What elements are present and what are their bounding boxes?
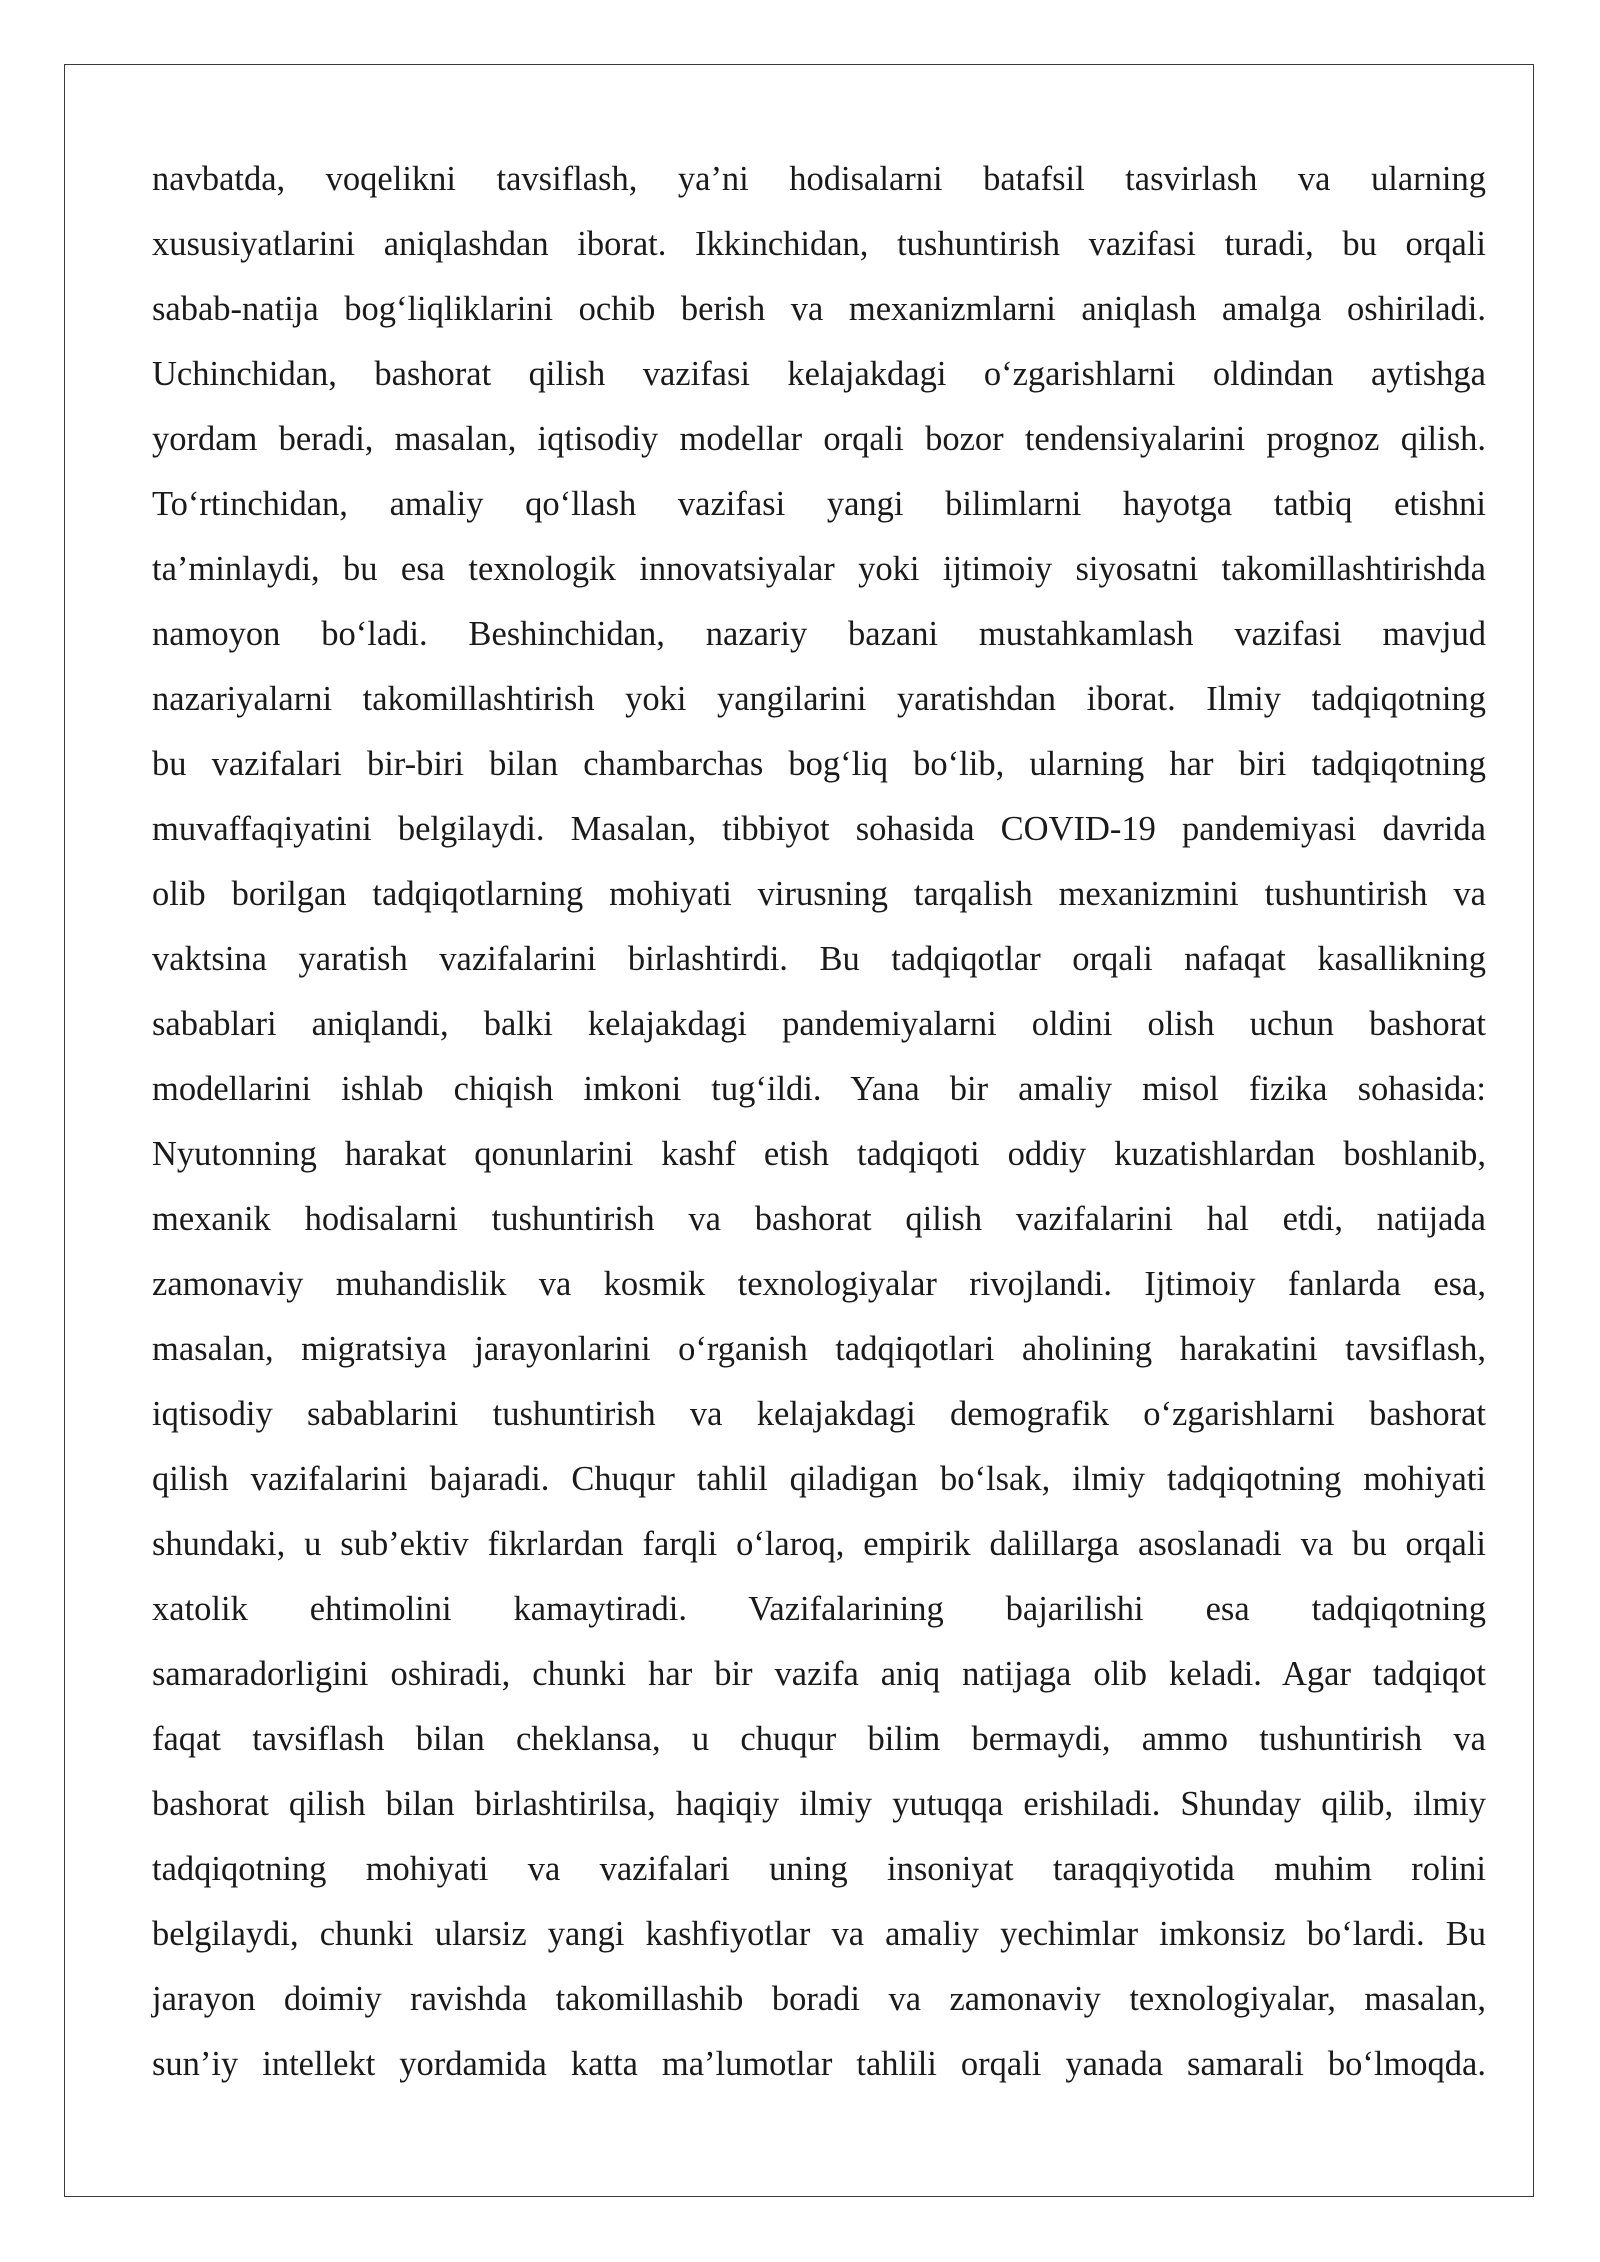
text-line: masalan, migratsiya jarayonlarini o‘rganish tadqiqotlari aholining harakatini tavsiflash, <box>152 1330 1486 1368</box>
text-line: sabab-natija bog‘liqliklarini ochib berish va mexanizmlarni aniqlash amalga oshiriladi. <box>152 290 1486 328</box>
text-line: mexanik hodisalarni tushuntirish va bashorat qilish vazifalarini hal etdi, natijada <box>152 1200 1486 1238</box>
text-line: belgilaydi, chunki ularsiz yangi kashfiyotlar va amaliy yechimlar imkonsiz bo‘lardi. Bu <box>152 1915 1486 1953</box>
text-line: namoyon bo‘ladi. Beshinchidan, nazariy bazani mustahkamlash vazifasi mavjud <box>152 615 1486 653</box>
text-line: ta’minlaydi, bu esa texnologik innovatsiyalar yoki ijtimoiy siyosatni takomillashtirishda <box>152 550 1486 588</box>
text-line: vaktsina yaratish vazifalarini birlashtirdi. Bu tadqiqotlar orqali nafaqat kasallikning <box>152 940 1486 978</box>
text-line: bashorat qilish bilan birlashtirilsa, haqiqiy ilmiy yutuqqa erishiladi. Shunday qilib, ilmiy <box>152 1785 1486 1823</box>
text-line: olib borilgan tadqiqotlarning mohiyati virusning tarqalish mexanizmini tushuntirish va <box>152 875 1486 913</box>
text-line: sun’iy intellekt yordamida katta ma’lumotlar tahlili orqali yanada samarali bo‘lmoqda. <box>152 2045 1486 2083</box>
body-paragraph <box>152 147 1486 2097</box>
text-line: qilish vazifalarini bajaradi. Chuqur tahlil qiladigan bo‘lsak, ilmiy tadqiqotning mohiyati <box>152 1460 1486 1498</box>
text-line: sabablari aniqlandi, balki kelajakdagi pandemiyalarni oldini olish uchun bashorat <box>152 1005 1486 1043</box>
text-line: Nyutonning harakat qonunlarini kashf etish tadqiqoti oddiy kuzatishlardan boshlanib, <box>152 1135 1486 1173</box>
text-line: yordam beradi, masalan, iqtisodiy modellar orqali bozor tendensiyalarini prognoz qilish. <box>152 420 1486 458</box>
text-line: muvaffaqiyatini belgilaydi. Masalan, tibbiyot sohasida COVID-19 pandemiyasi davrida <box>152 810 1486 848</box>
text-line: jarayon doimiy ravishda takomillashib boradi va zamonaviy texnologiyalar, masalan, <box>152 1980 1486 2018</box>
text-line: tadqiqotning mohiyati va vazifalari uning insoniyat taraqqiyotida muhim rolini <box>152 1850 1486 1888</box>
text-line: xatolik ehtimolini kamaytiradi. Vazifalarining bajarilishi esa tadqiqotning <box>152 1590 1486 1628</box>
text-line: Uchinchidan, bashorat qilish vazifasi kelajakdagi o‘zgarishlarni oldindan aytishga <box>152 355 1486 393</box>
text-line: navbatda, voqelikni tavsiflash, ya’ni hodisalarni batafsil tasvirlash va ularning <box>152 160 1486 198</box>
text-line: shundaki, u sub’ektiv fikrlardan farqli o‘laroq, empirik dalillarga asoslanadi va bu orqali <box>152 1525 1486 1563</box>
text-line: zamonaviy muhandislik va kosmik texnologiyalar rivojlandi. Ijtimoiy fanlarda esa, <box>152 1265 1486 1303</box>
text-line: faqat tavsiflash bilan cheklansa, u chuqur bilim bermaydi, ammo tushuntirish va <box>152 1720 1486 1758</box>
text-line: bu vazifalari bir-biri bilan chambarchas bog‘liq bo‘lib, ularning har biri tadqiqotning <box>152 745 1486 783</box>
text-line: iqtisodiy sabablarini tushuntirish va kelajakdagi demografik o‘zgarishlarni bashorat <box>152 1395 1486 1433</box>
text-line: To‘rtinchidan, amaliy qo‘llash vazifasi yangi bilimlarni hayotga tatbiq etishni <box>152 485 1486 523</box>
text-line: modellarini ishlab chiqish imkoni tug‘ildi. Yana bir amaliy misol fizika sohasida: <box>152 1070 1486 1108</box>
text-line: nazariyalarni takomillashtirish yoki yangilarini yaratishdan iborat. Ilmiy tadqiqotning <box>152 680 1486 718</box>
text-line: xususiyatlarini aniqlashdan iborat. Ikkinchidan, tushuntirish vazifasi turadi, bu orqali <box>152 225 1486 263</box>
text-line: samaradorligini oshiradi, chunki har bir vazifa aniq natijaga olib keladi. Agar tadqiqot <box>152 1655 1486 1693</box>
